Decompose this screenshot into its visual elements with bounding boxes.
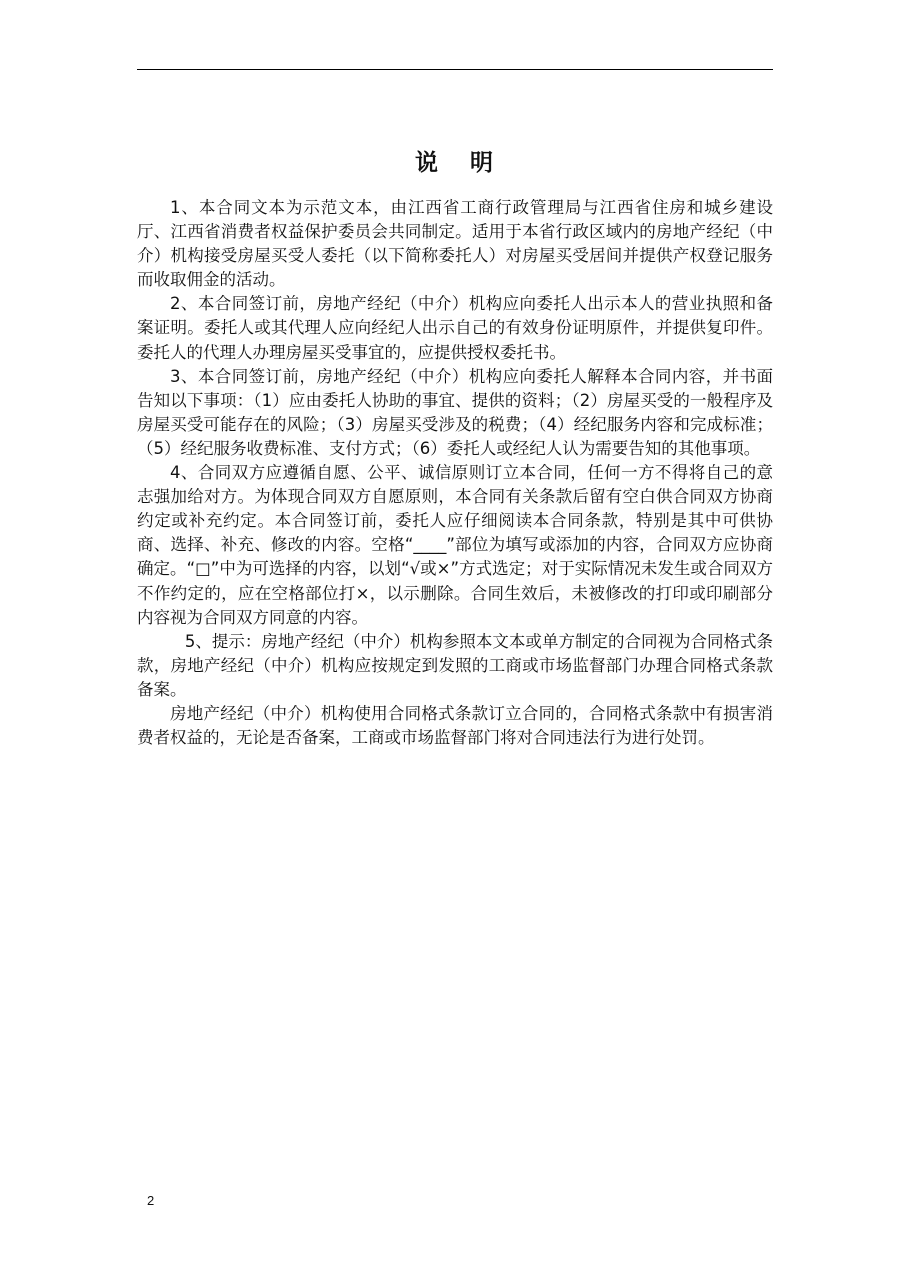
paragraph-4: 4、合同双方应遵循自愿、公平、诚信原则订立本合同，任何一方不得将自己的意志强加给对方。为体现合同双方自愿原则，本合同有关条款后留有空白供合同双方协商约定或补充约定。本合同签订前，委托人应仔细阅读本合同条款，特别是其中可供协商、选择、补充、修改的内容。空格“____”部位为填写或添加的内容，合同双方应协商确定。“□”中为可选择的内容，以划“√或×”方式选定；对于实际情况未发生或合同双方不作约定的，应在空格部位打×，以示删除。合同生效后，未被修改的打印或印刷部分内容视为合同双方同意的内容。	[137, 463, 773, 627]
title-char: 明	[470, 149, 495, 176]
paragraph-1: 1、本合同文本为示范文本，由江西省工商行政管理局与江西省住房和城乡建设厅、江西省消费者权益保护委员会共同制定。适用于本省行政区域内的房地产经纪（中介）机构接受房屋买受人委托（以下简称委托人）对房屋买受居间并提供产权登记服务而收取佣金的活动。	[137, 198, 773, 290]
header-rule	[137, 69, 773, 70]
paragraph-3: 3、本合同签订前，房地产经纪（中介）机构应向委托人解释本合同内容，并书面告知以下事项：（1）应由委托人协助的事宜、提供的资料；（2）房屋买受的一般程序及房屋买受可能存在的风险；（3）房屋买受涉及的税费；（4）经纪服务内容和完成标准；（5）经纪服务收费标准、支付方式；（6）委托人或经纪人认为需要告知的其他事项。	[137, 366, 773, 458]
page-number: 2	[147, 1193, 155, 1208]
paragraph-2: 2、本合同签订前，房地产经纪（中介）机构应向委托人出示本人的营业执照和备案证明。委托人或其代理人应向经纪人出示自己的有效身份证明原件，并提供复印件。委托人的代理人办理房屋买受事宜的，应提供授权委托书。	[137, 294, 773, 362]
paragraph-6: 房地产经纪（中介）机构使用合同格式条款订立合同的，合同格式条款中有损害消费者权益的，无论是否备案，工商或市场监督部门将对合同违法行为进行处罚。	[137, 703, 773, 748]
paragraph-5: 5、提示：房地产经纪（中介）机构参照本文本或单方制定的合同视为合同格式条款，房地产经纪（中介）机构应按规定到发照的工商或市场监督部门办理合同格式条款备案。	[137, 631, 773, 699]
title-char: 说	[415, 149, 440, 176]
document-body	[137, 196, 773, 750]
page-title	[137, 144, 773, 177]
